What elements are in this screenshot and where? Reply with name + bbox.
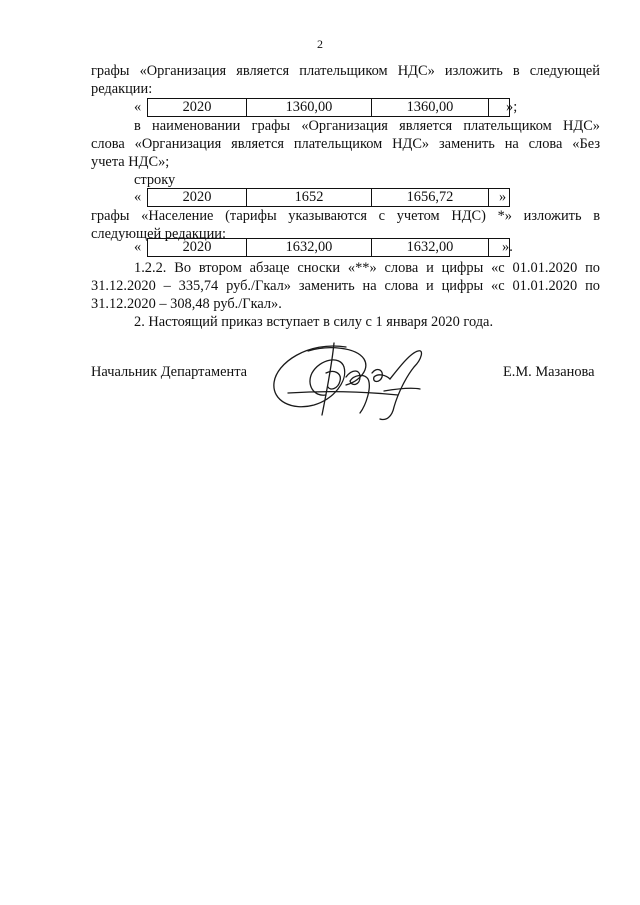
open-quote: « [134, 99, 142, 115]
value-row-3 [134, 238, 534, 257]
paragraph-4-line-1: графы «Население (тарифы указываются с учетом НДС) *» изложить в [91, 208, 600, 224]
cell-value-2: 1656,72 [371, 189, 488, 206]
open-quote: « [134, 189, 142, 205]
paragraph-5-line-3: 31.12.2020 – 308,48 руб./Гкал». [91, 296, 282, 312]
value-row-1 [134, 98, 534, 117]
cell-year: 2020 [182, 239, 212, 255]
open-quote: « [134, 239, 142, 255]
cell-year: 2020 [182, 189, 212, 205]
value-table-1 [147, 98, 510, 117]
cell-value-2: 1632,00 [371, 239, 488, 256]
close-quote: ». [502, 239, 513, 255]
cell-value-1: 1632,00 [246, 239, 371, 256]
value-table-2 [147, 188, 510, 207]
value-row-2 [134, 188, 534, 207]
signer-name: Е.М. Мазанова [503, 364, 595, 380]
paragraph-2-line-2: слова «Организация является плательщиком НДС» заменить на слова «Без [91, 136, 600, 152]
paragraph-3-line-1: строку [134, 172, 176, 188]
paragraph-2-line-3: учета НДС»; [91, 154, 170, 170]
cell-value-1: 1652 [246, 189, 371, 206]
paragraph-1-line-1: графы «Организация является плательщиком НДС» изложить в следующей [91, 63, 600, 79]
paragraph-1-line-2: редакции: [91, 81, 153, 97]
paragraph-5-line-2: 31.12.2020 – 335,74 руб./Гкал» заменить на слова и цифры «с 01.01.2020 по [91, 278, 600, 294]
handwritten-signature [268, 333, 438, 428]
paragraph-2-line-1: в наименовании графы «Организация является плательщиком НДС» [134, 118, 600, 134]
paragraph-6-line-1: 2. Настоящий приказ вступает в силу с 1 января 2020 года. [134, 314, 494, 330]
page-number: 2 [317, 37, 323, 51]
cell-value-2: 1360,00 [371, 99, 488, 116]
cell-year: 2020 [182, 99, 212, 115]
close-quote: »; [506, 99, 518, 115]
paragraph-5-line-1: 1.2.2. Во втором абзаце сноски «**» слова и цифры «с 01.01.2020 по [134, 260, 600, 276]
value-table-3 [147, 238, 510, 257]
cell-value-1: 1360,00 [246, 99, 371, 116]
paragraph-4-line-2: следующей редакции: [91, 226, 226, 242]
signer-title: Начальник Департамента [91, 364, 248, 380]
close-quote: » [499, 189, 507, 205]
